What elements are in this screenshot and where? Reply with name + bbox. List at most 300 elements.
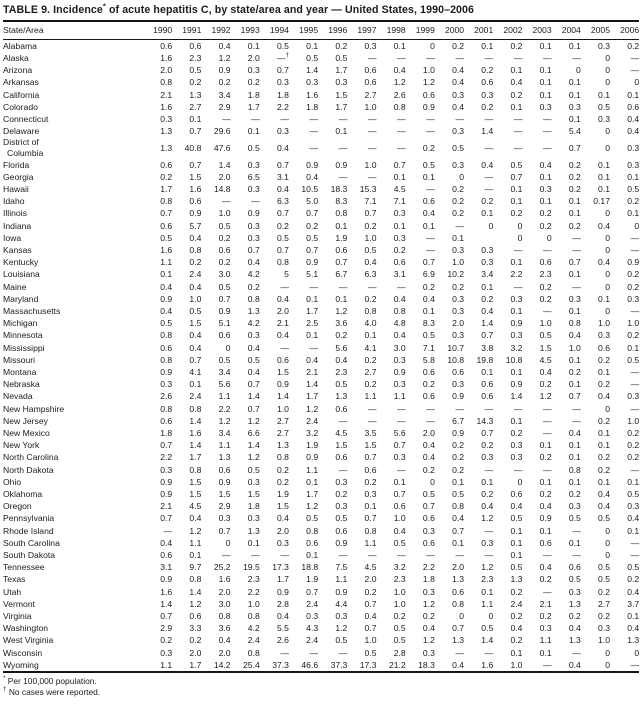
- incidence-cell: 0.3: [510, 452, 523, 463]
- incidence-cell: 2.2: [160, 452, 173, 463]
- incidence-cell: 0.6: [393, 501, 406, 512]
- incidence-cell: 0.5: [481, 623, 494, 634]
- incidence-cell: —: [513, 126, 523, 137]
- incidence-cell: 1.4: [189, 586, 202, 597]
- incidence-cell: 1.0: [364, 232, 377, 243]
- incidence-cell: 0.8: [568, 318, 581, 329]
- incidence-cell: 0.3: [452, 89, 465, 100]
- footnote-text: Per 100,000 population.: [7, 676, 97, 687]
- incidence-cell: —: [426, 550, 435, 561]
- incidence-cell: —: [397, 126, 406, 137]
- incidence-cell: —: [543, 550, 552, 561]
- incidence-cell: —: [426, 113, 435, 124]
- incidence-cell: 0.6: [218, 244, 231, 255]
- incidence-cell: 0.2: [364, 379, 377, 390]
- incidence-cell: —: [367, 142, 377, 153]
- incidence-cell: 0.4: [539, 366, 552, 377]
- incidence-cell: 0.5: [306, 232, 319, 243]
- incidence-cell: 1.9: [276, 489, 289, 499]
- incidence-cell: 0.1: [189, 550, 202, 561]
- incidence-cell: —: [367, 403, 377, 414]
- incidence-cell: 1.3: [568, 598, 581, 609]
- row-label: Washington: [3, 623, 49, 634]
- incidence-cell: 0.4: [481, 159, 494, 170]
- incidence-cell: 0.2: [598, 354, 610, 365]
- incidence-cell: 0.3: [393, 232, 406, 243]
- incidence-cell: 0.3: [247, 232, 260, 243]
- incidence-cell: 1.0: [393, 513, 406, 524]
- incidence-cell: 0.8: [276, 257, 289, 268]
- incidence-cell: 1.5: [335, 89, 348, 100]
- incidence-cell: 0.3: [393, 452, 406, 463]
- incidence-cell: 1.5: [189, 476, 202, 487]
- incidence-cell: 2.4: [510, 598, 523, 609]
- incidence-cell: 1.6: [218, 574, 231, 585]
- table-row: [3, 293, 639, 305]
- incidence-cell: 0.2: [568, 611, 581, 622]
- incidence-cell: 8.3: [335, 196, 348, 207]
- incidence-cell: 0.2: [393, 611, 406, 622]
- incidence-cell: 0: [430, 40, 435, 51]
- incidence-cell: 0.3: [247, 513, 260, 524]
- incidence-cell: 0.2: [335, 40, 348, 51]
- incidence-cell: 0.9: [393, 366, 406, 377]
- incidence-cell: 0: [459, 611, 465, 622]
- incidence-cell: 0.9: [247, 208, 260, 219]
- incidence-cell: 0.1: [510, 647, 523, 658]
- incidence-cell: 0.3: [452, 244, 465, 255]
- incidence-cell: 2.2: [247, 586, 260, 597]
- incidence-cell: 0.5: [598, 513, 610, 524]
- column-header-year: 2002: [493, 22, 522, 40]
- incidence-cell: 0.1: [568, 440, 581, 451]
- incidence-cell: 0.5: [598, 574, 610, 585]
- incidence-cell: —: [397, 415, 406, 426]
- column-header-year: 1992: [201, 22, 230, 40]
- row-label: Delaware: [3, 126, 40, 137]
- incidence-cell: 0.6: [335, 452, 348, 463]
- incidence-cell: 0.5: [306, 52, 319, 63]
- incidence-cell: 2.5: [306, 318, 319, 329]
- incidence-cell: 0.7: [510, 171, 523, 182]
- row-label: Oklahoma: [3, 489, 43, 499]
- incidence-cell: 3.4: [481, 269, 494, 280]
- incidence-cell: 5.7: [189, 220, 202, 231]
- incidence-cell: 0.2: [539, 208, 552, 219]
- incidence-cell: 0.3: [481, 244, 494, 255]
- row-label: Arizona: [3, 65, 33, 76]
- incidence-cell: 0.2: [539, 489, 552, 499]
- incidence-cell: 2.7: [276, 415, 289, 426]
- incidence-cell: 1.8: [160, 427, 173, 438]
- incidence-cell: 0: [605, 281, 610, 292]
- incidence-cell: 0.9: [306, 159, 319, 170]
- incidence-cell: 0.2: [510, 208, 523, 219]
- incidence-cell: 0.4: [306, 171, 319, 182]
- incidence-cell: 0.4: [481, 305, 494, 316]
- incidence-cell: 2.4: [306, 635, 319, 646]
- incidence-cell: 0.1: [598, 366, 610, 377]
- incidence-cell: 2.2: [510, 269, 523, 280]
- incidence-cell: 0.1: [627, 208, 640, 219]
- incidence-cell: 0.1: [539, 440, 552, 451]
- incidence-cell: 1.1: [160, 659, 173, 670]
- incidence-cell: 0.7: [306, 244, 319, 255]
- incidence-cell: 2.0: [452, 562, 465, 573]
- incidence-cell: 0.3: [335, 611, 348, 622]
- incidence-cell: 0.3: [364, 40, 377, 51]
- incidence-cell: 0.8: [189, 464, 202, 475]
- incidence-cell: 0.1: [481, 586, 494, 597]
- incidence-cell: 0.7: [276, 244, 289, 255]
- incidence-cell: 0: [605, 126, 610, 137]
- row-label: New Hampshire: [3, 403, 65, 414]
- incidence-cell: 0.7: [160, 513, 173, 524]
- incidence-cell: 0.5: [247, 354, 260, 365]
- incidence-cell: 0.8: [393, 101, 406, 112]
- column-header-year: 1995: [289, 22, 318, 40]
- incidence-cell: 4.2: [247, 623, 260, 634]
- incidence-cell: 3.6: [335, 318, 348, 329]
- incidence-cell: 0.4: [598, 489, 610, 499]
- incidence-cell: —: [572, 550, 581, 561]
- incidence-cell: 2.3: [393, 574, 406, 585]
- incidence-cell: —: [543, 586, 552, 597]
- incidence-cell: 0.7: [247, 403, 260, 414]
- incidence-cell: 7.1: [393, 196, 406, 207]
- row-label: Indiana: [3, 220, 32, 231]
- title-footnote-marker: *: [102, 1, 106, 11]
- incidence-cell: 1.3: [189, 89, 202, 100]
- incidence-cell: 1.1: [481, 598, 494, 609]
- incidence-cell: 0.7: [276, 159, 289, 170]
- incidence-cell: 0.4: [452, 513, 465, 524]
- table-row: [3, 659, 639, 672]
- row-label: Massachusetts: [3, 305, 61, 316]
- row-label: Iowa: [3, 232, 22, 243]
- incidence-cell: 0.2: [539, 220, 552, 231]
- incidence-cell: 0.3: [247, 65, 260, 76]
- incidence-cell: 0.7: [247, 244, 260, 255]
- incidence-cell: 0.17: [593, 196, 610, 207]
- incidence-cell: 1.8: [247, 501, 260, 512]
- incidence-cell: 0.7: [247, 379, 260, 390]
- incidence-cell: 0.8: [218, 611, 231, 622]
- incidence-cell: 0.5: [393, 623, 406, 634]
- incidence-cell: 0.6: [160, 550, 173, 561]
- incidence-cell: 0.7: [364, 598, 377, 609]
- incidence-cell: 0.2: [481, 293, 494, 304]
- incidence-cell: 0.4: [510, 623, 523, 634]
- incidence-cell: 0.3: [539, 101, 552, 112]
- incidence-cell: 1.6: [160, 586, 173, 597]
- incidence-cell: 0.5: [510, 159, 523, 170]
- incidence-cell: 0.6: [598, 342, 610, 353]
- incidence-cell: 0.2: [539, 293, 552, 304]
- footnotes: [3, 673, 639, 698]
- table-row: [3, 488, 639, 500]
- incidence-cell: 1.1: [160, 257, 173, 268]
- row-label: Minnesota: [3, 330, 43, 341]
- column-header-year: 2006: [610, 22, 639, 40]
- incidence-cell: —: [367, 126, 377, 137]
- table-title-post: of acute hepatitis C, by state/area and year — United States, 1990–2006: [105, 4, 475, 16]
- incidence-cell: 0.6: [481, 391, 494, 402]
- incidence-cell: 0.2: [452, 452, 465, 463]
- incidence-cell: 1.9: [306, 440, 319, 451]
- incidence-cell: 0.3: [627, 142, 640, 153]
- incidence-cell: 0.4: [568, 427, 581, 438]
- incidence-cell: 0.9: [306, 257, 319, 268]
- incidence-cell: 0.1: [598, 440, 610, 451]
- incidence-cell: 0.3: [481, 537, 494, 548]
- incidence-cell: 0.1: [568, 305, 581, 316]
- incidence-cell: 2.8: [276, 598, 289, 609]
- incidence-cell: 0.6: [393, 257, 406, 268]
- incidence-cell: 0.5: [189, 305, 202, 316]
- incidence-cell: —: [543, 427, 552, 438]
- incidence-cell: 0.7: [335, 257, 348, 268]
- incidence-cell: 4.2: [247, 318, 260, 329]
- incidence-cell: 0.1: [335, 126, 348, 137]
- incidence-cell: —: [397, 281, 406, 292]
- incidence-cell: 0.3: [598, 623, 610, 634]
- incidence-cell: 0.1: [247, 537, 260, 548]
- incidence-cell: 5.1: [306, 269, 319, 280]
- incidence-cell: 0.3: [452, 293, 465, 304]
- incidence-cell: 0.4: [627, 513, 640, 524]
- incidence-cell: 0.4: [189, 342, 202, 353]
- incidence-cell: —: [338, 464, 348, 475]
- incidence-cell: 0.7: [160, 611, 173, 622]
- incidence-cell: 2.7: [598, 598, 610, 609]
- incidence-cell: 0: [605, 142, 610, 153]
- incidence-cell: 1.7: [306, 391, 319, 402]
- incidence-cell: 0.3: [598, 40, 610, 51]
- incidence-cell: 0.5: [627, 562, 640, 573]
- incidence-cell: —: [426, 126, 435, 137]
- incidence-cell: 0.9: [218, 476, 231, 487]
- incidence-cell: 0.7: [160, 440, 173, 451]
- incidence-cell: 0.9: [218, 65, 231, 76]
- incidence-cell: 2.6: [393, 89, 406, 100]
- incidence-cell: —: [367, 281, 377, 292]
- incidence-cell: 0.6: [189, 40, 202, 51]
- incidence-cell: 0.6: [481, 379, 494, 390]
- incidence-cell: 0.5: [422, 159, 435, 170]
- row-label: Connecticut: [3, 113, 49, 124]
- incidence-cell: —: [630, 244, 640, 255]
- incidence-cell: —: [367, 415, 377, 426]
- incidence-cell: 0.3: [452, 305, 465, 316]
- incidence-cell: 2.7: [364, 89, 377, 100]
- incidence-cell: 0.7: [452, 623, 465, 634]
- incidence-cell: 1.6: [160, 52, 173, 63]
- incidence-cell: 0.7: [481, 330, 494, 341]
- incidence-cell: 0.9: [218, 305, 231, 316]
- incidence-cell: 0.1: [306, 293, 319, 304]
- incidence-cell: 1.4: [160, 598, 173, 609]
- incidence-cell: 0.9: [510, 379, 523, 390]
- incidence-cell: —: [280, 550, 289, 561]
- incidence-cell: 1.4: [306, 379, 319, 390]
- incidence-cell: 0.8: [452, 598, 465, 609]
- incidence-cell: —: [484, 647, 494, 658]
- incidence-cell: 0.4: [276, 513, 289, 524]
- incidence-cell: 0.5: [510, 562, 523, 573]
- incidence-cell: 0.3: [335, 77, 348, 88]
- incidence-cell: 0.4: [627, 586, 640, 597]
- incidence-cell: 0.2: [452, 281, 465, 292]
- incidence-cell: 2.0: [422, 427, 435, 438]
- incidence-cell: —: [367, 52, 377, 63]
- incidence-cell: 1.5: [276, 501, 289, 512]
- incidence-cell: 6.3: [364, 269, 377, 280]
- incidence-cell: 0.6: [481, 77, 494, 88]
- row-label: Alaska: [3, 52, 29, 63]
- column-header-year: 1994: [260, 22, 289, 40]
- row-label: North Dakota: [3, 464, 54, 475]
- incidence-cell: —: [484, 464, 494, 475]
- incidence-cell: 0: [605, 52, 610, 63]
- table-row: [3, 549, 639, 561]
- incidence-cell: 1.1: [306, 464, 319, 475]
- incidence-cell: 7.1: [422, 342, 435, 353]
- incidence-cell: 0.8: [335, 208, 348, 219]
- incidence-cell: 0.2: [452, 183, 465, 194]
- column-header-year: 2001: [464, 22, 493, 40]
- incidence-cell: 0.1: [510, 65, 523, 76]
- row-label: Oregon: [3, 501, 32, 512]
- incidence-cell: 0.2: [452, 208, 465, 219]
- incidence-cell: 0: [459, 171, 465, 182]
- incidence-cell: 0.5: [627, 489, 640, 499]
- incidence-cell: —: [543, 52, 552, 63]
- incidence-cell: 0.3: [568, 293, 581, 304]
- incidence-cell: 0.4: [627, 113, 640, 124]
- row-label: Louisiana: [3, 269, 40, 280]
- incidence-cell: 0.2: [160, 635, 173, 646]
- incidence-cell: 1.0: [189, 293, 202, 304]
- incidence-cell: 0.3: [276, 126, 289, 137]
- incidence-cell: 1.8: [276, 89, 289, 100]
- incidence-cell: 5.5: [276, 623, 289, 634]
- incidence-cell: 0.7: [306, 208, 319, 219]
- incidence-cell: 0.6: [160, 220, 173, 231]
- incidence-cell: 0.1: [481, 40, 494, 51]
- incidence-cell: 0.4: [276, 142, 289, 153]
- incidence-cell: —: [280, 113, 289, 124]
- incidence-cell: 0.8: [160, 196, 173, 207]
- incidence-cell: 0.1: [335, 293, 348, 304]
- table-row: [3, 342, 639, 354]
- incidence-cell: 0.4: [422, 293, 435, 304]
- incidence-cell: 2.2: [422, 562, 435, 573]
- incidence-cell: —: [484, 403, 494, 414]
- incidence-cell: —: [455, 403, 465, 414]
- incidence-cell: 1.6: [189, 183, 202, 194]
- incidence-cell: 0.6: [568, 562, 581, 573]
- incidence-cell: 0.9: [335, 159, 348, 170]
- incidence-cell: 0.5: [393, 635, 406, 646]
- incidence-cell: 1.2: [422, 77, 435, 88]
- incidence-cell: 0.3: [452, 159, 465, 170]
- incidence-cell: 0.4: [276, 183, 289, 194]
- column-header-year: 1993: [231, 22, 260, 40]
- incidence-cell: 0.8: [393, 305, 406, 316]
- incidence-cell: 0.1: [539, 65, 552, 76]
- header-row: [3, 22, 639, 40]
- incidence-cell: 0.1: [568, 537, 581, 548]
- incidence-cell: 0.3: [481, 257, 494, 268]
- incidence-cell: 1.0: [627, 318, 640, 329]
- incidence-cell: 0.3: [160, 113, 173, 124]
- incidence-cell: 3.2: [393, 562, 406, 573]
- incidence-cell: 0.4: [189, 513, 202, 524]
- incidence-cell: 2.0: [452, 318, 465, 329]
- incidence-cell: —: [338, 142, 348, 153]
- incidence-cell: 0.1: [539, 476, 552, 487]
- incidence-cell: 0.5: [393, 537, 406, 548]
- table-row: [3, 159, 639, 171]
- incidence-cell: —: [221, 113, 231, 124]
- incidence-cell: 0.3: [627, 159, 640, 170]
- incidence-cell: 0.2: [481, 196, 494, 207]
- incidence-cell: 0.5: [335, 635, 348, 646]
- incidence-cell: 5: [284, 269, 289, 280]
- incidence-cell: 1.0: [627, 415, 640, 426]
- incidence-cell: 1.7: [335, 65, 348, 76]
- incidence-cell: 5.1: [218, 318, 231, 329]
- incidence-cell: 3.0: [218, 269, 231, 280]
- incidence-cell: 0.6: [364, 77, 377, 88]
- incidence-cell: 0.1: [452, 476, 465, 487]
- incidence-cell: 0.6: [539, 537, 552, 548]
- incidence-cell: —: [543, 305, 552, 316]
- incidence-cell: —: [367, 171, 377, 182]
- incidence-cell: 0.3: [247, 330, 260, 341]
- incidence-cell: 4.4: [335, 598, 348, 609]
- incidence-cell: 37.3: [330, 659, 348, 670]
- column-header-year: 1991: [172, 22, 201, 40]
- row-label: Michigan: [3, 318, 38, 329]
- incidence-cell: 0: [517, 232, 523, 243]
- incidence-cell: 6.7: [452, 415, 465, 426]
- column-header-year: 2005: [581, 22, 610, 40]
- incidence-cell: 0.1: [510, 305, 523, 316]
- incidence-cell: 0.4: [422, 452, 435, 463]
- incidence-cell: 2.7: [189, 101, 202, 112]
- incidence-cell: 0: [517, 220, 523, 231]
- incidence-cell: 10.8: [447, 354, 465, 365]
- incidence-cell: 0.2: [481, 65, 494, 76]
- incidence-cell: 1.2: [189, 525, 202, 536]
- incidence-cell: 0.4: [276, 293, 289, 304]
- incidence-cell: 2.1: [160, 501, 173, 512]
- incidence-cell: 0.7: [568, 391, 581, 402]
- incidence-cell: —: [543, 113, 552, 124]
- incidence-cell: 1.9: [335, 232, 348, 243]
- incidence-cell: 1.6: [481, 659, 494, 670]
- row-label: New Jersey: [3, 415, 48, 426]
- incidence-cell: 0.1: [452, 537, 465, 548]
- incidence-cell: 25.4: [243, 659, 260, 670]
- incidence-cell: 0.4: [422, 440, 435, 451]
- incidence-cell: 0.1: [539, 89, 552, 100]
- incidence-cell: 0.5: [364, 244, 377, 255]
- incidence-cell: 0.2: [364, 220, 377, 231]
- incidence-cell: 1.1: [189, 537, 202, 548]
